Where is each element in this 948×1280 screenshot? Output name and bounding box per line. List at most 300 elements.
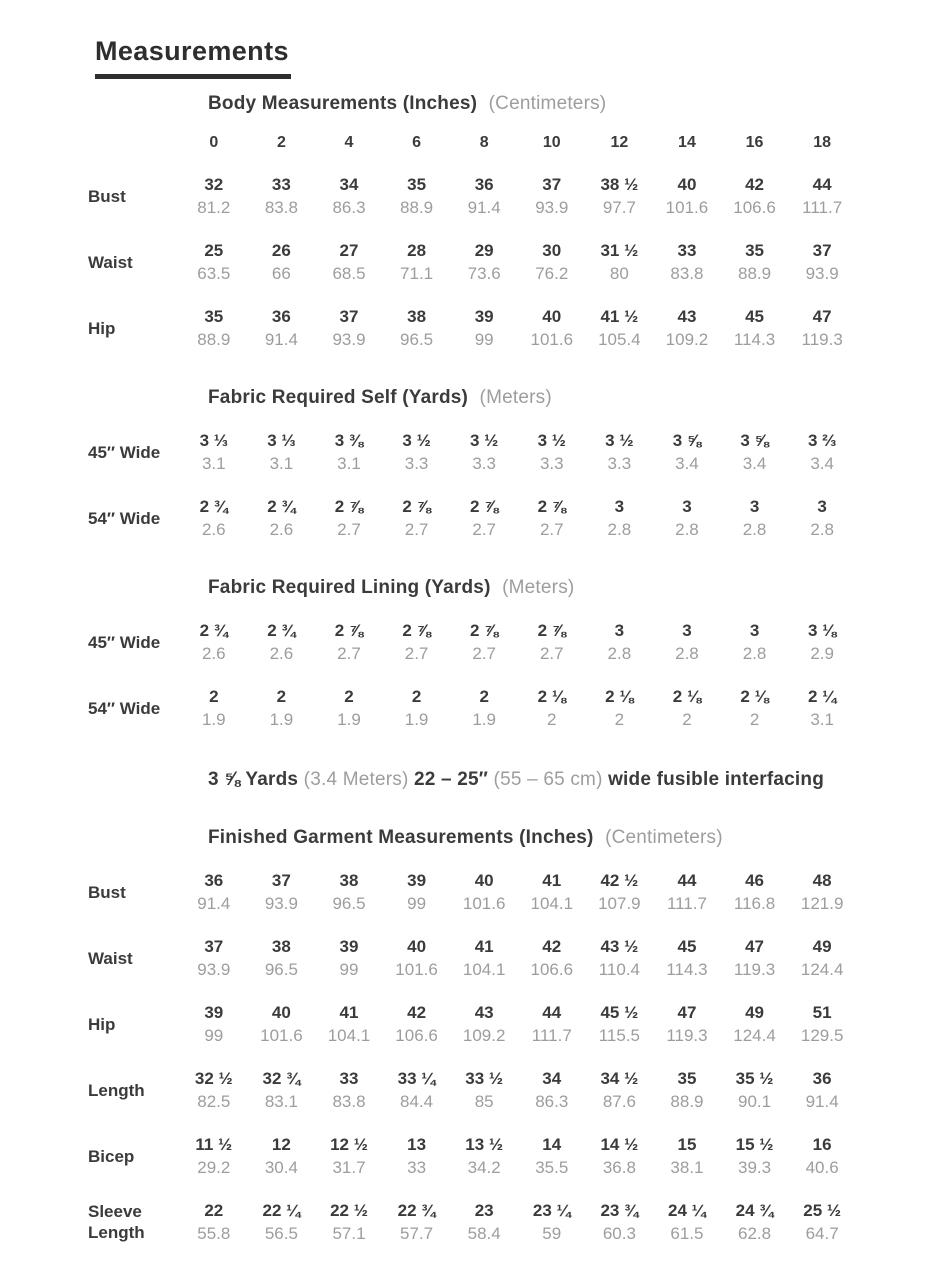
secondary-value: 119.3 — [666, 1026, 708, 1045]
primary-value: 2 ⅞ — [537, 497, 566, 516]
secondary-value: 2.8 — [675, 644, 699, 663]
primary-value: 41 — [339, 1003, 359, 1022]
size-header-cell: 4 — [344, 134, 354, 151]
secondary-value: 34.2 — [467, 1158, 501, 1177]
value-cell — [383, 429, 451, 475]
secondary-value: 57.1 — [332, 1224, 366, 1243]
primary-value: 33 — [339, 1069, 359, 1088]
value-cell — [586, 239, 654, 285]
page-title: Measurements — [95, 36, 289, 66]
secondary-value: 55.8 — [197, 1224, 231, 1243]
size-header-cell: 18 — [813, 134, 832, 151]
size-header-cell: 0 — [209, 134, 219, 151]
primary-value: 43 ½ — [600, 937, 639, 956]
secondary-value: 73.6 — [467, 264, 501, 283]
interfacing-note-segment: 22 – 25″ — [413, 769, 494, 790]
value-cell — [653, 305, 721, 351]
value-cell — [653, 685, 721, 731]
secondary-value: 101.6 — [260, 1026, 303, 1045]
primary-value: 35 — [204, 307, 224, 326]
value-cell — [653, 1001, 721, 1047]
value-cell — [315, 239, 383, 285]
primary-value: 36 — [271, 307, 291, 326]
value-cell — [315, 429, 383, 475]
sizes-header-row — [88, 133, 948, 153]
secondary-value: 101.6 — [395, 960, 438, 979]
secondary-value: 3.1 — [810, 710, 834, 729]
value-cell — [248, 239, 316, 285]
primary-value: 3 — [682, 497, 692, 516]
fabric-self-table — [88, 429, 948, 541]
secondary-value: 83.8 — [332, 1092, 366, 1111]
value-cell — [180, 239, 248, 285]
section-title-primary: Fabric Required Lining (Yards) — [208, 577, 491, 598]
secondary-value: 81.2 — [197, 198, 231, 217]
value-cell — [721, 1199, 789, 1245]
primary-value: 23 — [474, 1201, 494, 1220]
value-cell — [315, 935, 383, 981]
secondary-value: 99 — [204, 1026, 224, 1045]
value-cell — [383, 1067, 451, 1113]
primary-value: 47 — [677, 1003, 697, 1022]
primary-value: 49 — [812, 937, 832, 956]
secondary-value: 2.7 — [539, 520, 564, 539]
secondary-value: 88.9 — [400, 198, 434, 217]
row-label: Waist — [88, 948, 133, 968]
primary-value: 49 — [745, 1003, 764, 1022]
secondary-value: 86.3 — [332, 198, 366, 217]
value-cell — [248, 1133, 316, 1179]
secondary-value: 101.6 — [530, 330, 574, 349]
secondary-value: 114.3 — [733, 330, 776, 349]
value-cell — [383, 1199, 451, 1245]
secondary-value: 96.5 — [400, 330, 434, 349]
primary-value: 2 ⅞ — [402, 621, 431, 640]
value-cell — [653, 869, 721, 915]
value-cell — [788, 173, 856, 219]
secondary-value: 62.8 — [738, 1224, 772, 1243]
primary-value: 22 ¼ — [262, 1201, 301, 1220]
fabric-lining-table — [88, 619, 948, 731]
secondary-value: 2.7 — [337, 520, 361, 539]
value-cell — [315, 685, 383, 731]
primary-value: 33 ¼ — [397, 1069, 436, 1088]
table-row — [88, 685, 948, 731]
interfacing-note-segment: 3 ⅝ Yards — [208, 769, 304, 790]
value-cell — [180, 305, 248, 351]
value-cell — [450, 429, 518, 475]
primary-value: 2 — [479, 687, 489, 706]
size-header-cell: 12 — [610, 134, 629, 151]
primary-value: 38 ½ — [600, 175, 639, 194]
section-title-metric: (Meters) — [479, 387, 552, 408]
value-cell — [450, 935, 518, 981]
secondary-value: 3.1 — [337, 454, 361, 473]
primary-value: 3 — [682, 621, 692, 640]
secondary-value: 104.1 — [462, 960, 506, 979]
primary-value: 3 ⅓ — [199, 431, 228, 450]
value-cell — [586, 619, 654, 665]
primary-value: 13 ½ — [465, 1135, 504, 1154]
interfacing-note-segment: (3.4 Meters) — [303, 769, 414, 790]
value-cell — [315, 1133, 383, 1179]
secondary-value: 31.7 — [332, 1158, 366, 1177]
primary-value: 39 — [474, 307, 494, 326]
value-cell — [518, 1199, 586, 1245]
primary-value: 3 — [817, 497, 827, 516]
row-label: Bust — [88, 882, 126, 902]
primary-value: 2 ¾ — [199, 621, 228, 640]
table-row — [88, 495, 948, 541]
section-title-primary: Body Measurements (Inches) — [208, 93, 478, 114]
secondary-value: 60.3 — [602, 1224, 636, 1243]
table-row — [88, 869, 948, 915]
value-cell — [586, 495, 654, 541]
value-cell — [248, 869, 316, 915]
value-cell — [518, 173, 586, 219]
value-cell — [721, 1001, 789, 1047]
primary-value: 30 — [542, 241, 562, 260]
primary-value: 26 — [271, 241, 291, 260]
primary-value: 35 — [677, 1069, 697, 1088]
secondary-value: 93.9 — [264, 894, 298, 913]
secondary-value: 93.9 — [805, 264, 839, 283]
primary-value: 35 ½ — [735, 1069, 774, 1088]
value-cell — [518, 935, 586, 981]
value-cell — [450, 1133, 518, 1179]
secondary-value: 1.9 — [201, 710, 226, 729]
secondary-value: 129.5 — [800, 1026, 844, 1045]
primary-value: 3 — [749, 621, 760, 640]
value-cell — [383, 305, 451, 351]
secondary-value: 30.4 — [264, 1158, 298, 1177]
primary-value: 24 ¼ — [668, 1201, 706, 1220]
primary-value: 34 ½ — [600, 1069, 639, 1088]
primary-value: 2 ⅛ — [537, 687, 566, 706]
value-cell — [788, 1133, 856, 1179]
value-cell — [788, 1001, 856, 1047]
primary-value: 2 ⅞ — [402, 497, 431, 516]
secondary-value: 105.4 — [598, 330, 641, 349]
secondary-value: 97.7 — [602, 198, 636, 217]
primary-value: 35 — [745, 241, 764, 260]
secondary-value: 3.3 — [404, 454, 429, 473]
secondary-value: 2.7 — [472, 520, 496, 539]
value-cell — [383, 495, 451, 541]
secondary-value: 1.9 — [337, 710, 361, 729]
value-cell — [518, 619, 586, 665]
primary-value: 39 — [407, 871, 427, 890]
primary-value: 38 — [339, 871, 359, 890]
secondary-value: 83.8 — [264, 198, 298, 217]
title-underline — [95, 74, 291, 79]
value-cell — [586, 173, 654, 219]
table-row — [88, 1199, 948, 1245]
value-cell — [248, 173, 316, 219]
secondary-value: 61.5 — [670, 1224, 704, 1243]
size-header-cell: 10 — [542, 134, 561, 151]
primary-value: 38 — [271, 937, 291, 956]
primary-value: 39 — [204, 1003, 224, 1022]
secondary-value: 99 — [339, 960, 359, 979]
value-cell — [518, 429, 586, 475]
value-cell — [248, 495, 316, 541]
value-cell — [586, 429, 654, 475]
primary-value: 25 ½ — [803, 1201, 842, 1220]
value-cell — [248, 429, 316, 475]
value-cell — [383, 239, 451, 285]
primary-value: 3 ½ — [469, 431, 499, 450]
primary-value: 2 ⅛ — [740, 687, 769, 706]
primary-value: 37 — [339, 307, 359, 326]
primary-value: 12 ½ — [330, 1135, 368, 1154]
secondary-value: 91.4 — [805, 1092, 839, 1111]
primary-value: 27 — [339, 241, 359, 260]
secondary-value: 2 — [547, 710, 557, 729]
secondary-value: 3.1 — [269, 454, 294, 473]
primary-value: 48 — [812, 871, 832, 890]
secondary-value: 2.7 — [404, 644, 429, 663]
secondary-value: 88.9 — [738, 264, 772, 283]
value-cell — [788, 1199, 856, 1245]
primary-value: 51 — [812, 1003, 832, 1022]
secondary-value: 2.7 — [404, 520, 429, 539]
value-cell — [383, 1001, 451, 1047]
value-cell — [450, 1067, 518, 1113]
value-cell — [788, 1067, 856, 1113]
value-cell — [586, 1133, 654, 1179]
table-row — [88, 305, 948, 351]
primary-value: 46 — [745, 871, 764, 890]
primary-value: 28 — [407, 241, 427, 260]
table-row — [88, 1067, 948, 1113]
value-cell — [383, 1133, 451, 1179]
primary-value: 2 ⅞ — [469, 497, 499, 516]
secondary-value: 101.6 — [462, 894, 506, 913]
secondary-value: 3.4 — [810, 454, 834, 473]
value-cell — [450, 1001, 518, 1047]
secondary-value: 104.1 — [530, 894, 574, 913]
value-cell — [450, 685, 518, 731]
primary-value: 2 ⅞ — [469, 621, 499, 640]
value-cell — [248, 305, 316, 351]
value-cell — [518, 1133, 586, 1179]
primary-value: 24 ¾ — [735, 1201, 774, 1220]
primary-value: 32 ¾ — [262, 1069, 301, 1088]
primary-value: 31 ½ — [600, 241, 639, 260]
primary-value: 3 ⅔ — [807, 431, 837, 450]
interfacing-note — [208, 769, 948, 791]
value-cell — [721, 305, 789, 351]
row-label: 45″ Wide — [88, 442, 161, 462]
primary-value: 2 ¾ — [199, 497, 228, 516]
secondary-value: 110.4 — [598, 960, 640, 979]
primary-value: 35 — [407, 175, 427, 194]
secondary-value: 3.1 — [201, 454, 226, 473]
value-cell — [315, 495, 383, 541]
primary-value: 2 ⅛ — [672, 687, 702, 706]
value-cell — [518, 239, 586, 285]
primary-value: 2 ⅞ — [334, 621, 364, 640]
secondary-value: 2.8 — [607, 520, 632, 539]
section-title-primary: Fabric Required Self (Yards) — [208, 387, 469, 408]
value-cell — [788, 685, 856, 731]
row-label: Length — [88, 1080, 145, 1100]
secondary-value: 39.3 — [738, 1158, 772, 1177]
secondary-value: 115.5 — [598, 1026, 640, 1045]
primary-value: 12 — [271, 1135, 291, 1154]
secondary-value: 96.5 — [332, 894, 366, 913]
secondary-value: 101.6 — [665, 198, 709, 217]
primary-value: 37 — [204, 937, 224, 956]
primary-value: 45 ½ — [600, 1003, 639, 1022]
section-title-metric: (Centimeters) — [488, 93, 607, 114]
primary-value: 34 — [339, 175, 359, 194]
secondary-value: 3.3 — [607, 454, 632, 473]
value-cell — [450, 619, 518, 665]
value-cell — [788, 239, 856, 285]
value-cell — [180, 685, 248, 731]
secondary-value: 83.8 — [670, 264, 704, 283]
secondary-value: 3.4 — [675, 454, 699, 473]
value-cell — [586, 1199, 654, 1245]
secondary-value: 104.1 — [327, 1026, 371, 1045]
primary-value: 42 — [542, 937, 562, 956]
row-label: Sleeve Length — [88, 1202, 145, 1242]
secondary-value: 91.4 — [197, 894, 231, 913]
secondary-value: 119.3 — [733, 960, 776, 979]
value-cell — [180, 1001, 248, 1047]
secondary-value: 2.7 — [472, 644, 496, 663]
section-title — [208, 387, 948, 409]
row-label: Waist — [88, 252, 133, 272]
primary-value: 34 — [542, 1069, 562, 1088]
primary-value: 2 ¾ — [267, 497, 296, 516]
secondary-value: 2.8 — [742, 520, 767, 539]
value-cell — [653, 495, 721, 541]
value-cell — [450, 305, 518, 351]
value-cell — [518, 305, 586, 351]
value-cell — [315, 173, 383, 219]
secondary-value: 116.8 — [733, 894, 776, 913]
secondary-value: 1.9 — [269, 710, 294, 729]
value-cell — [653, 1133, 721, 1179]
secondary-value: 82.5 — [197, 1092, 231, 1111]
primary-value: 15 ½ — [735, 1135, 774, 1154]
primary-value: 14 ½ — [600, 1135, 639, 1154]
primary-value: 2 ⅞ — [537, 621, 566, 640]
value-cell — [518, 1001, 586, 1047]
value-cell — [653, 429, 721, 475]
primary-value: 2 — [344, 687, 354, 706]
interfacing-note-segment: (55 – 65 cm) — [493, 769, 609, 790]
secondary-value: 33 — [407, 1158, 427, 1177]
primary-value: 41 ½ — [600, 307, 639, 326]
primary-value: 2 — [276, 687, 287, 706]
secondary-value: 80 — [609, 264, 629, 283]
value-cell — [721, 429, 789, 475]
value-cell — [721, 1067, 789, 1113]
primary-value: 3 ⅓ — [267, 431, 296, 450]
value-cell — [788, 869, 856, 915]
value-cell — [721, 685, 789, 731]
primary-value: 2 ¾ — [267, 621, 296, 640]
secondary-value: 2.8 — [742, 644, 767, 663]
value-cell — [450, 173, 518, 219]
secondary-value: 29.2 — [197, 1158, 231, 1177]
section-title — [208, 93, 948, 115]
primary-value: 42 — [407, 1003, 427, 1022]
value-cell — [788, 305, 856, 351]
row-label: Hip — [88, 1014, 116, 1034]
value-cell — [721, 173, 789, 219]
value-cell — [586, 1001, 654, 1047]
primary-value: 14 — [542, 1135, 562, 1154]
secondary-value: 88.9 — [670, 1092, 704, 1111]
table-row — [88, 239, 948, 285]
size-header-cell: 2 — [276, 134, 286, 151]
value-cell — [450, 869, 518, 915]
value-cell — [248, 619, 316, 665]
primary-value: 33 — [271, 175, 291, 194]
value-cell — [653, 619, 721, 665]
value-cell — [450, 495, 518, 541]
value-cell — [180, 429, 248, 475]
value-cell — [586, 685, 654, 731]
primary-value: 32 ½ — [194, 1069, 233, 1088]
size-header-cell: 6 — [412, 134, 422, 151]
value-cell — [383, 619, 451, 665]
primary-value: 3 ⅝ — [740, 431, 769, 450]
secondary-value: 58.4 — [467, 1224, 501, 1243]
primary-value: 41 — [542, 871, 562, 890]
body-measurements-table — [88, 133, 948, 351]
primary-value: 36 — [204, 871, 224, 890]
size-header-cell: 16 — [745, 134, 764, 151]
secondary-value: 86.3 — [535, 1092, 569, 1111]
secondary-value: 111.7 — [531, 1026, 572, 1045]
secondary-value: 119.3 — [801, 330, 843, 349]
row-label: 45″ Wide — [88, 632, 161, 652]
primary-value: 45 — [677, 937, 697, 956]
value-cell — [788, 429, 856, 475]
value-cell — [788, 619, 856, 665]
secondary-value: 124.4 — [733, 1026, 776, 1045]
primary-value: 2 ⅛ — [605, 687, 634, 706]
primary-value: 40 — [677, 175, 697, 194]
value-cell — [653, 173, 721, 219]
secondary-value: 106.6 — [733, 198, 776, 217]
primary-value: 22 — [204, 1201, 224, 1220]
primary-value: 40 — [407, 937, 427, 956]
secondary-value: 2.8 — [607, 644, 632, 663]
secondary-value: 2.8 — [675, 520, 699, 539]
primary-value: 15 — [677, 1135, 697, 1154]
primary-value: 37 — [542, 175, 562, 194]
value-cell — [180, 869, 248, 915]
table-row — [88, 1133, 948, 1179]
row-label: Bust — [88, 186, 126, 206]
secondary-value: 83.1 — [264, 1092, 298, 1111]
section-body-measurements — [0, 93, 948, 351]
row-label: Hip — [88, 318, 116, 338]
value-cell — [586, 305, 654, 351]
primary-value: 2 — [411, 687, 422, 706]
row-label: 54″ Wide — [88, 508, 161, 528]
value-cell — [721, 869, 789, 915]
primary-value: 33 ½ — [465, 1069, 504, 1088]
secondary-value: 66 — [271, 264, 291, 283]
